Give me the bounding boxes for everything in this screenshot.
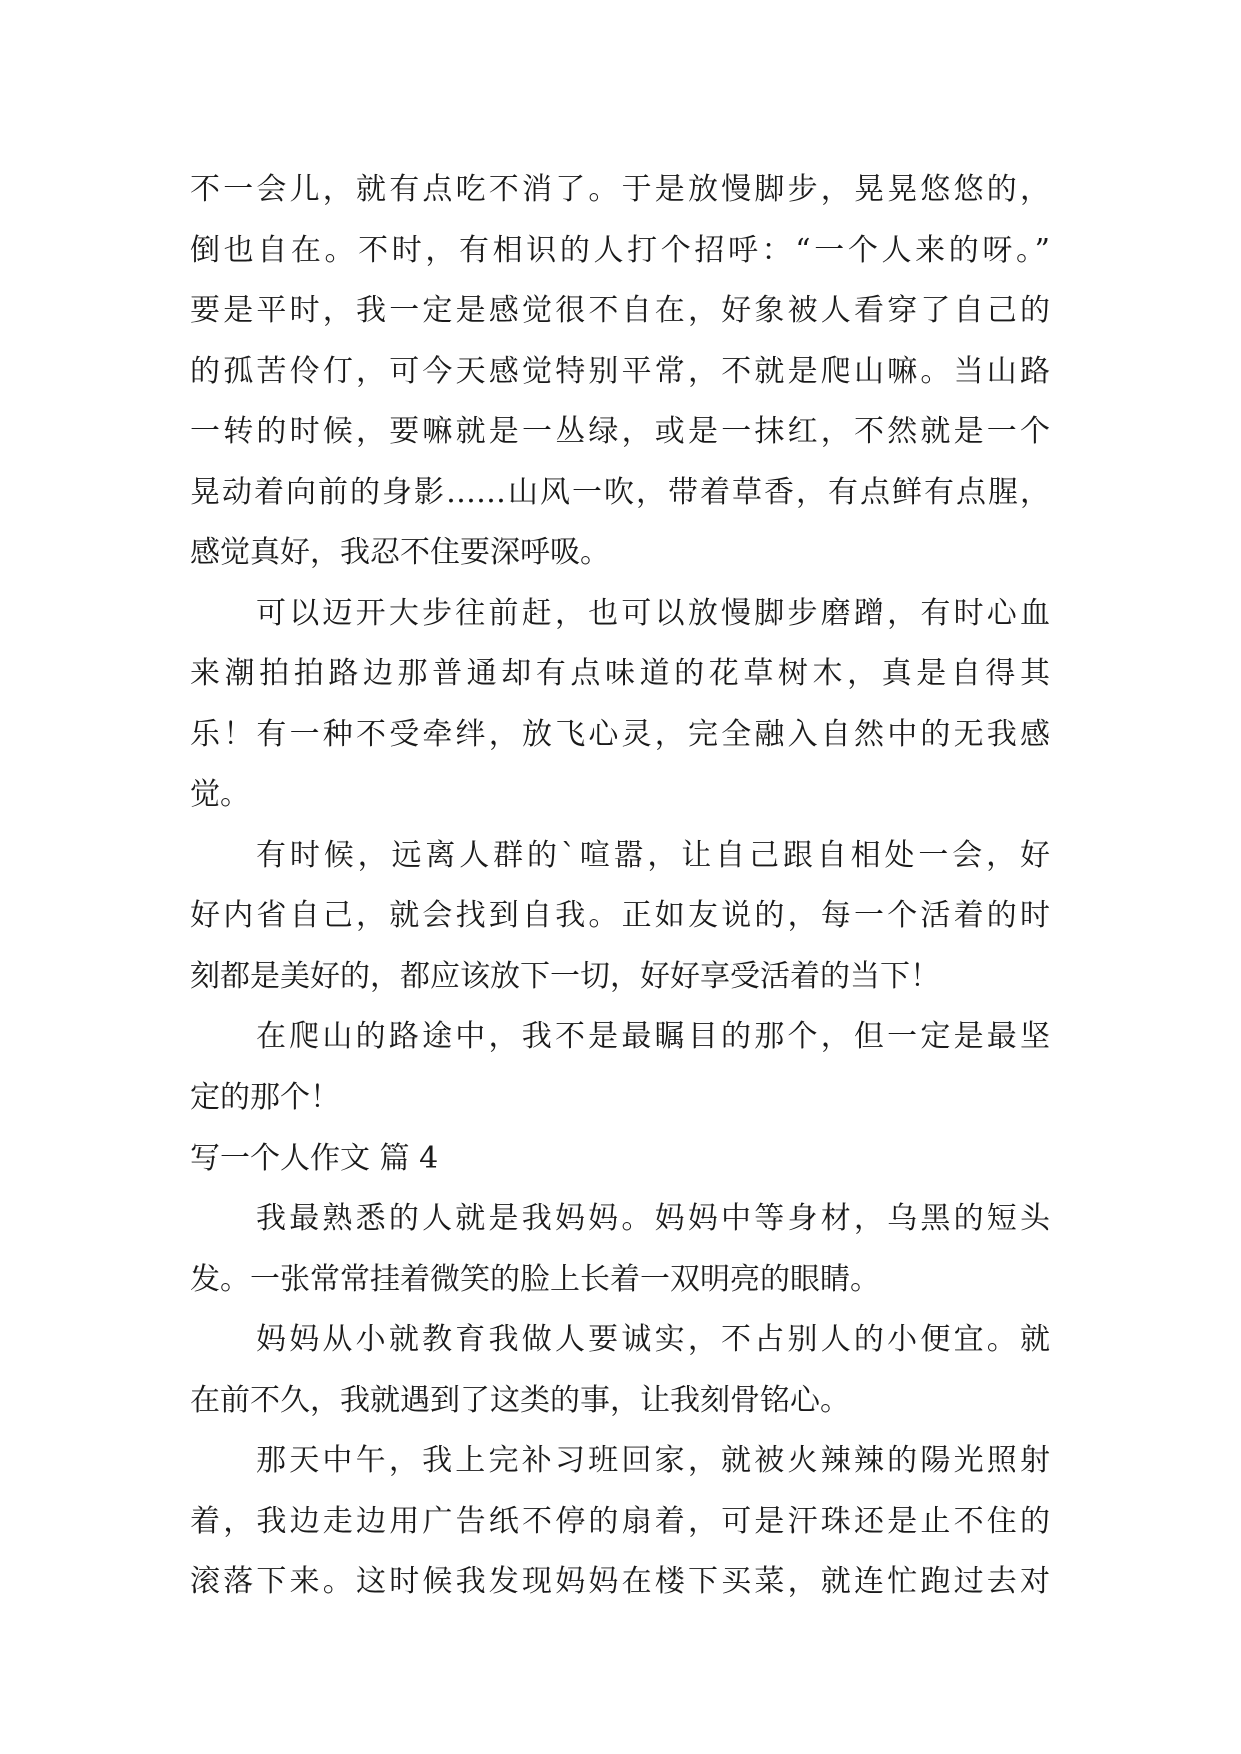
text-line: 来潮拍拍路边那普通却有点味道的花草树木，真是自得其 (190, 656, 1050, 691)
text-line: 在爬山的路途中，我不是最瞩目的那个，但一定是最坚 (256, 1019, 1050, 1054)
document-body (190, 160, 1050, 1613)
text-line: 觉。 (190, 777, 250, 812)
text-line: 我最熟悉的人就是我妈妈。妈妈中等身材，乌黑的短头 (256, 1201, 1050, 1236)
text-line: 不一会儿，就有点吃不消了。于是放慢脚步，晃晃悠悠的， (190, 172, 1050, 207)
text-line: 乐！有一种不受牵绊，放飞心灵，完全融入自然中的无我感 (190, 716, 1050, 752)
text-line: 一转的时候，要嘛就是一丛绿，或是一抹红，不然就是一个 (190, 414, 1050, 449)
text-line: 在前不久，我就遇到了这类的事，让我刻骨铭心。 (190, 1382, 850, 1418)
text-line: 妈妈从小就教育我做人要诚实，不占别人的小便宜。就 (256, 1322, 1050, 1357)
text-line: 晃动着向前的身影……山风一吹，带着草香，有点鲜有点腥， (190, 474, 1050, 510)
text-line: 滚落下来。这时候我发现妈妈在楼下买菜，就连忙跑过去对 (190, 1564, 1050, 1599)
text-line: 着，我边走边用广告纸不停的扇着，可是汗珠还是止不住的 (190, 1503, 1050, 1539)
text-line: 刻都是美好的，都应该放下一切，好好享受活着的当下！ (190, 958, 940, 994)
text-line: 有时候，远离人群的`喧嚣，让自己跟自相处一会，好 (256, 837, 1050, 873)
text-line: 倒也自在。不时，有相识的人打个招呼：“一个人来的呀。” (190, 232, 1050, 268)
text-line: 发。一张常常挂着微笑的脸上长着一双明亮的眼睛。 (190, 1261, 880, 1297)
text-line: 好内省自己，就会找到自我。正如友说的，每一个活着的时 (190, 898, 1050, 933)
section-heading: 写一个人作文 篇 4 (190, 1141, 439, 1176)
text-line: 要是平时，我一定是感觉很不自在，好象被人看穿了自己的 (190, 293, 1050, 328)
text-line: 可以迈开大步往前赶，也可以放慢脚步磨蹭，有时心血 (256, 595, 1050, 631)
text-line: 的孤苦伶仃，可今天感觉特别平常，不就是爬山嘛。当山路 (190, 353, 1050, 389)
text-line: 感觉真好，我忍不住要深呼吸。 (190, 535, 610, 570)
text-line: 定的那个！ (190, 1079, 340, 1115)
text-line: 那天中午，我上完补习班回家，就被火辣辣的陽光照射 (256, 1443, 1050, 1478)
